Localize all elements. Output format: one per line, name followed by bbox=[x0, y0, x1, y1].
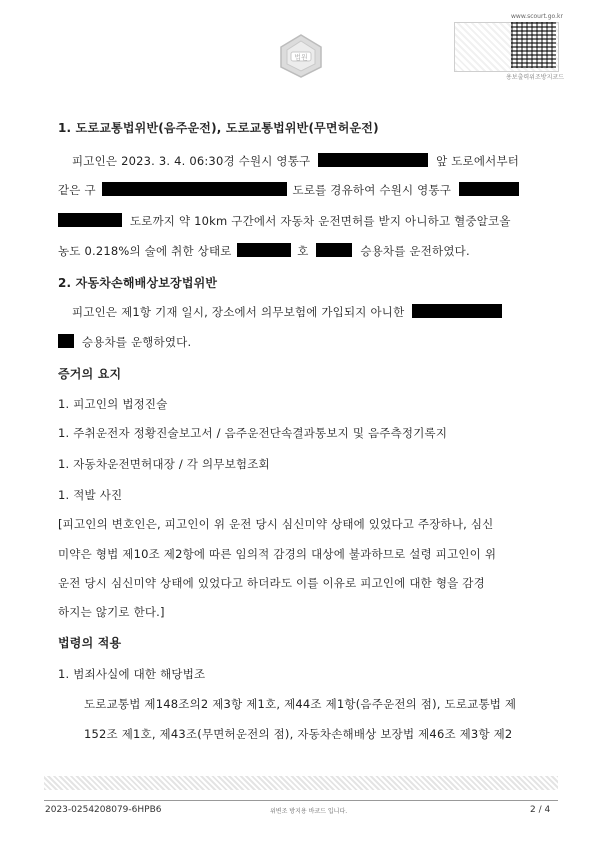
redaction-box bbox=[58, 334, 74, 348]
evidence-item: 1. 적발 사진 bbox=[58, 488, 123, 502]
paragraph-line: 152조 제1호, 제43조(무면허운전의 점), 자동차손해배상 보장법 제46조 제3항 제2 bbox=[84, 727, 513, 741]
evidence-item: 1. 피고인의 법정진술 bbox=[58, 397, 168, 411]
law-item: 1. 범죄사실에 대한 해당법조 bbox=[58, 667, 206, 681]
section-heading-law-application: 법령의 적용 bbox=[58, 636, 122, 650]
paragraph-line: 승용차를 운행하였다. bbox=[58, 334, 191, 350]
section-heading-drunk-driving: 1. 도로교통법위반(음주운전), 도로교통법위반(무면허운전) bbox=[58, 121, 379, 135]
redaction-box bbox=[102, 182, 287, 196]
paragraph-line: [피고인의 변호인은, 피고인이 위 운전 당시 심신미약 상태에 있었다고 주장하나, 심신 bbox=[58, 517, 494, 531]
evidence-item: 1. 자동차운전면허대장 / 각 의무보험조회 bbox=[58, 457, 270, 471]
paragraph-line: 같은 구 도로를 경유하여 수원시 영통구 bbox=[58, 182, 519, 198]
section-heading-evidence: 증거의 요지 bbox=[58, 367, 122, 381]
redaction-box bbox=[58, 213, 122, 227]
evidence-item: 1. 주취운전자 정황진술보고서 / 음주운전단속결과통보지 및 음주측정기록지 bbox=[58, 426, 448, 440]
redaction-box bbox=[237, 243, 291, 257]
document-code: 2023-0254208079-6HPB6 bbox=[45, 805, 162, 815]
court-seal-icon bbox=[278, 33, 324, 79]
seal-label: 법원 bbox=[294, 53, 308, 62]
redaction-box bbox=[318, 153, 428, 167]
paragraph-line: 피고인은 2023. 3. 4. 06:30경 수원시 영통구 앞 도로에서부터 bbox=[72, 154, 520, 168]
anti-forgery-barcode bbox=[44, 776, 558, 790]
qr-code-icon bbox=[511, 22, 556, 68]
redaction-box bbox=[412, 304, 502, 318]
redaction-box bbox=[459, 182, 519, 196]
paragraph-line: 도로까지 약 10km 구간에서 자동차 운전면허를 받지 아니하고 혈중알코올 bbox=[58, 213, 511, 229]
qr-caption: 용보출력위조방지코드 bbox=[506, 74, 564, 81]
paragraph-line: 미약은 형법 제10조 제2항에 따른 임의적 감경의 대상에 불과하므로 설령 피고인이 위 bbox=[58, 547, 497, 561]
footer-divider bbox=[44, 800, 558, 801]
paragraph-line: 피고인은 제1항 기재 일시, 장소에서 의무보험에 가입되지 아니한 bbox=[72, 304, 502, 320]
barcode-note: 위변조 방지용 바코드 입니다. bbox=[270, 808, 348, 815]
redaction-box bbox=[316, 243, 352, 257]
paragraph-line: 도로교통법 제148조의2 제3항 제1호, 제44조 제1항(음주운전의 점), 도로교통법 제 bbox=[84, 697, 517, 711]
paragraph-line: 하지는 않기로 한다.] bbox=[58, 605, 165, 619]
section-heading-insurance: 2. 자동차손해배상보장법위반 bbox=[58, 276, 218, 290]
paragraph-line: 운전 당시 심신미약 상태에 있었다고 하더라도 이를 이유로 피고인에 대한 형을 감경 bbox=[58, 576, 485, 590]
paragraph-line: 농도 0.218%의 술에 취한 상태로 호 승용차를 운전하였다. bbox=[58, 244, 470, 258]
page-number: 2 / 4 bbox=[530, 805, 551, 815]
court-url: www.scourt.go.kr bbox=[511, 13, 563, 20]
